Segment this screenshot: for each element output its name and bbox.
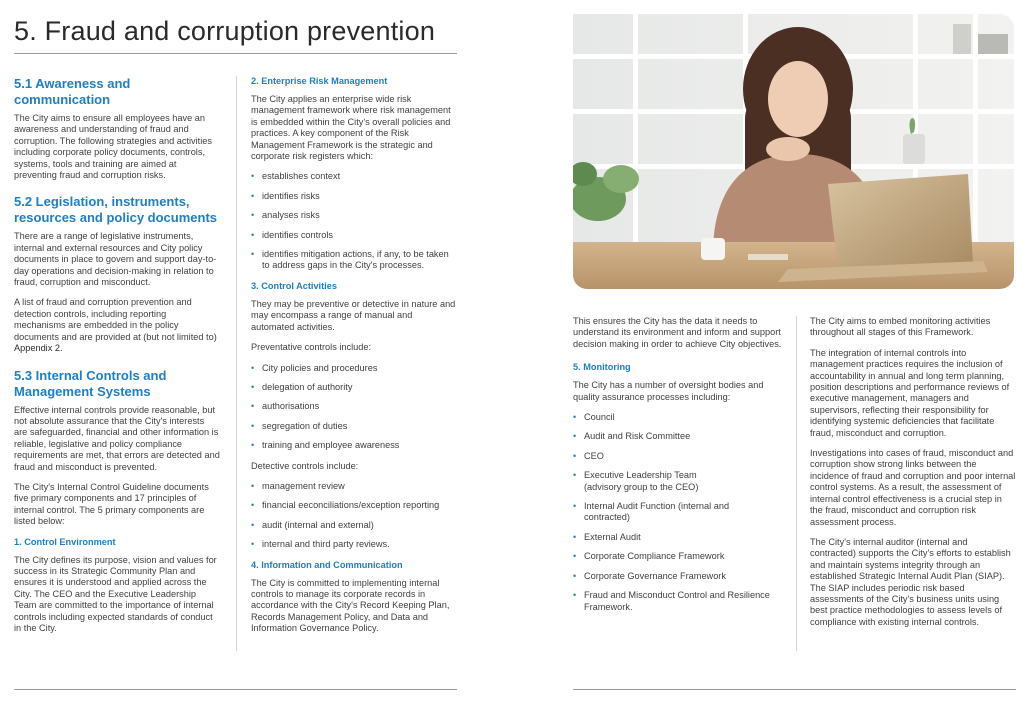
- list-item: [251, 210, 457, 221]
- section-5-3-paragraph-2: The City's Internal Control Guideline documents five primary components and 17 principles of internal control. The 5 primary components are listed below:: [14, 481, 209, 527]
- bullet-icon: •: [251, 401, 255, 412]
- section-5-1-text: The City aims to ensure all employees have an awareness and understanding of fraud and corruption. The following strategies and activities including corporate policy documents, controls, systems, tools and training are aimed at preventing fraud and corruption risks.: [14, 113, 212, 181]
- bullet-icon: •: [251, 381, 255, 392]
- bullet-icon: •: [573, 501, 577, 512]
- list-item-text: authorisations: [262, 401, 320, 412]
- bullet-icon: •: [251, 519, 255, 530]
- right-page-bottom-rule: [573, 689, 1016, 690]
- list-item-text: identifies mitigation actions, if any, to be taken to address gaps in the City's processes.: [262, 249, 449, 271]
- section-5-1-heading: 5.1 Awareness and communication: [14, 76, 131, 107]
- list-item-text: Executive Leadership Team (advisory group to the CEO): [584, 470, 699, 492]
- list-item: [573, 551, 785, 562]
- list-item-text: delegation of authority: [262, 381, 353, 392]
- list-item-text: Council: [584, 412, 615, 423]
- bullet-icon: •: [251, 480, 255, 491]
- column-2: [251, 76, 457, 644]
- list-item: [573, 431, 785, 442]
- list-item-text: training and employee awareness: [262, 440, 400, 451]
- list-item-text: management review: [262, 480, 345, 491]
- bullet-icon: •: [251, 539, 255, 550]
- hero-photo: [573, 14, 1014, 289]
- list-item: [251, 520, 457, 531]
- list-item: [251, 500, 457, 511]
- column-4: [810, 316, 1016, 637]
- bullet-icon: •: [573, 570, 577, 581]
- detective-list: [251, 481, 457, 551]
- list-item: [251, 481, 457, 492]
- list-item-text: Corporate Compliance Framework: [584, 551, 725, 562]
- bullet-icon: •: [251, 171, 255, 182]
- list-item: [573, 590, 785, 613]
- monitoring-list: [573, 412, 785, 613]
- list-item-text: Corporate Governance Framework: [584, 570, 726, 581]
- bullet-icon: •: [251, 420, 255, 431]
- list-item: [251, 539, 457, 550]
- section-5-2-paragraph-1: There are a range of legislative instruments, internal and external resources and City policy documents in place to govern and support day-to-day operations and decision-making in relation to fraud, corruption and misconduct.: [14, 231, 217, 288]
- list-item-text: segregation of duties: [262, 420, 348, 431]
- list-item: [573, 470, 713, 493]
- list-item: [251, 171, 457, 182]
- section-5-2-paragraph-2: [14, 297, 220, 354]
- column-3: [573, 316, 785, 622]
- monitoring-intro: This ensures the City has the data it needs to understand its environment and inform and support decision making in order to achieve City objectives.: [573, 316, 782, 349]
- column-1: [14, 76, 220, 643]
- bullet-icon: •: [251, 229, 255, 240]
- list-item: [251, 363, 457, 374]
- bullet-icon: •: [573, 450, 577, 461]
- column-4-paragraph-1: The City aims to embed monitoring activities throughout all stages of this Framework.: [810, 316, 991, 338]
- detective-label: Detective controls include:: [251, 460, 359, 471]
- section-5-3-heading: 5.3 Internal Controls and Management Systems: [14, 367, 167, 399]
- list-item-text: identifies controls: [262, 229, 333, 240]
- bullet-icon: •: [573, 470, 577, 481]
- list-item: [251, 401, 457, 412]
- section-5-3-paragraph-1: Effective internal controls provide reasonable, but not absolute assurance that the City's interests are safeguarded, financial and other information is reliable, legislative and policy compliance requirements are met, that errors are detected and fraud and misconduct is prevented.: [14, 404, 220, 472]
- column-divider-2: [796, 316, 797, 651]
- list-item-text: financial eeconciliations/exception reporting: [262, 500, 440, 511]
- control-activities-heading: 3. Control Activities: [251, 280, 337, 291]
- erm-heading: 2. Enterprise Risk Management: [251, 76, 388, 86]
- section-5-2-paragraph-2-text: A list of fraud and corruption prevention and detection controls, including reporting mechanisms are embedded in the policy documents and are provided at (but not limited to): [14, 297, 217, 342]
- list-item: [251, 440, 457, 451]
- bullet-icon: •: [251, 362, 255, 373]
- bullet-icon: •: [251, 249, 255, 260]
- list-item: [251, 249, 457, 272]
- list-item-text: analyses risks: [262, 210, 320, 221]
- control-activities-text: They may be preventive or detective in nature and may encompass a range of manual and automated activities.: [251, 298, 456, 332]
- monitoring-heading: 5. Monitoring: [573, 362, 631, 373]
- control-environment-heading: 1. Control Environment: [14, 536, 116, 547]
- bullet-icon: •: [251, 500, 255, 511]
- list-item-text: External Audit: [584, 531, 641, 542]
- column-4-paragraph-3: Investigations into cases of fraud, misconduct and corruption show strong links between the incidence of fraud and corruption and poor internal control systems. As a result, the assessment of internal control effectiveness is a crucial step in the fraud, misconduct and corruption risk assessment process.: [810, 448, 1016, 527]
- bullet-icon: •: [573, 531, 577, 542]
- information-communication-text: The City is committed to implementing internal controls to manage its corporate records in accordance with the City's Record Keeping Plan, Records Management Policy, and Data and Information Governance Policy.: [251, 577, 450, 634]
- list-item-text: Fraud and Misconduct Control and Resilience Framework.: [584, 590, 770, 612]
- list-item: [251, 191, 457, 202]
- bullet-icon: •: [573, 590, 577, 601]
- preventative-list: [251, 363, 457, 452]
- preventative-label: Preventative controls include:: [251, 342, 372, 353]
- list-item-text: audit (internal and external): [262, 519, 374, 530]
- list-item-text: identifies risks: [262, 190, 320, 201]
- bullet-icon: •: [251, 190, 255, 201]
- section-5-2-heading: 5.2 Legislation, instruments, resources and policy documents: [14, 194, 218, 226]
- bullet-icon: •: [573, 412, 577, 423]
- erm-list: [251, 171, 457, 271]
- bullet-icon: •: [573, 551, 577, 562]
- woman-at-laptop-illustration: [573, 14, 1014, 289]
- appendix-2-link[interactable]: Appendix 2.: [14, 343, 63, 354]
- list-item-text: City policies and procedures: [262, 362, 378, 373]
- list-item: [573, 571, 785, 582]
- list-item: [573, 412, 785, 423]
- information-communication-heading: 4. Information and Communication: [251, 559, 403, 570]
- list-item-text: internal and third party reviews.: [262, 539, 390, 550]
- control-environment-text: The City defines its purpose, vision and values for success in its Strategic Community Plan and ensures it is understood and applied across the City. The CEO and the Executive Leadership Team are committed to the importance of internal controls including expected standards of conduct in the City.: [14, 554, 217, 633]
- list-item: [251, 382, 457, 393]
- list-item: [573, 532, 785, 543]
- monitoring-text: The City has a number of oversight bodies and quality assurance processes including:: [573, 380, 764, 402]
- list-item-text: Internal Audit Function (internal and contracted): [584, 501, 730, 523]
- list-item: [251, 421, 457, 432]
- list-item: [573, 451, 785, 462]
- page-title: 5. Fraud and corruption prevention: [14, 16, 436, 46]
- column-4-paragraph-2: The integration of internal controls into management practices requires the inclusion of accountability in annual and long term planning, position descriptions and performance reviews of executive management, managers and supervisors, reflecting their responsibility for identifying systemic deficiencies that facilitate fraud, misconduct and corruption.: [810, 347, 1010, 438]
- bullet-icon: •: [573, 431, 577, 442]
- list-item: [573, 501, 748, 524]
- list-item-text: Audit and Risk Committee: [584, 431, 691, 442]
- bullet-icon: •: [251, 210, 255, 221]
- list-item-text: CEO: [584, 450, 604, 461]
- column-4-paragraph-4: The City's internal auditor (internal and contracted) supports the City's efforts to establish and maintain systems integrity through an established Strategic Internal Audit Plan (SIAP). The SIAP includes periodic risk based assessments of the City's business units using best practice methodologies to assess levels of compliance with existing internal controls.: [810, 536, 1011, 627]
- erm-text: The City applies an enterprise wide risk management framework where risk management is embedded within the City's overall policies and practices. A key component of the Risk Management Framework is the strategic and corporate risk registers which:: [251, 94, 451, 162]
- left-page-bottom-rule: [14, 689, 457, 690]
- title-underline: [14, 53, 457, 54]
- list-item: [251, 230, 457, 241]
- column-divider-1: [236, 76, 237, 651]
- list-item-text: establishes context: [262, 171, 341, 182]
- bullet-icon: •: [251, 440, 255, 451]
